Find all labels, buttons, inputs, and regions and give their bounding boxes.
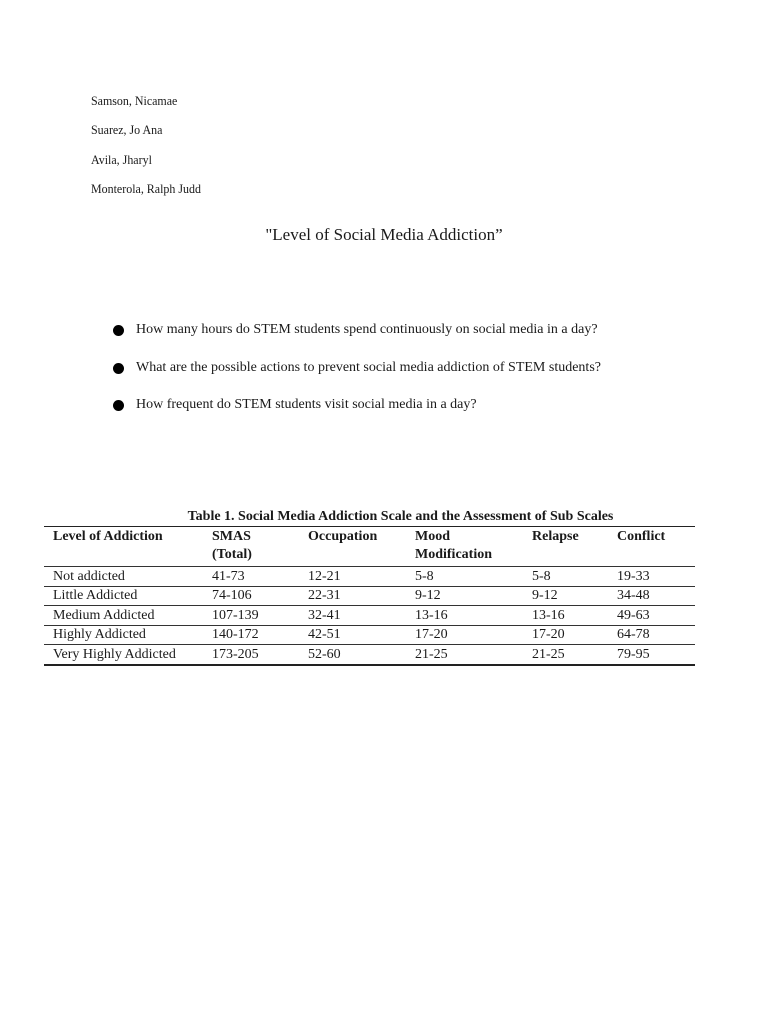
table-cell: 32-41 [308,606,415,626]
table-cell: 140-172 [212,625,308,645]
author-name: Avila, Jharyl [91,152,152,167]
table-cell: 19-33 [617,567,695,587]
question-item [113,396,601,434]
document-title: "Level of Social Media Addiction” [265,225,503,244]
column-header: Mood Modification [415,529,492,562]
question-text: How many hours do STEM students spend continuously on social media in a day? [136,322,598,337]
table-cell: 5-8 [532,567,617,587]
table-cell: 74-106 [212,586,308,606]
author-name: Monterola, Ralph Judd [91,181,201,196]
table-header-row [44,527,695,567]
table-cell: 21-25 [532,645,617,665]
column-header: Occupation [308,529,378,544]
table-cell: 34-48 [617,586,695,606]
bullet-icon [113,363,124,374]
bullet-icon [113,400,124,411]
table-cell: Little Addicted [44,586,212,606]
table-cell: 42-51 [308,625,415,645]
table-cell: 5-8 [415,567,532,587]
table-cell: 173-205 [212,645,308,665]
table-cell: Highly Addicted [44,625,212,645]
table-cell: 107-139 [212,606,308,626]
table-cell: 13-16 [415,606,532,626]
table-cell: 22-31 [308,586,415,606]
table-cell: 17-20 [415,625,532,645]
column-header: SMAS (Total) [212,529,252,562]
author-name: Suarez, Jo Ana [91,122,163,137]
table-cell: 52-60 [308,645,415,665]
addiction-scale-table [44,526,695,666]
table-cell: Not addicted [44,567,212,587]
table-cell: 9-12 [415,586,532,606]
addiction-scale-table-image [44,508,695,666]
table-cell: 17-20 [532,625,617,645]
question-list [113,321,601,434]
question-text: What are the possible actions to prevent social media addiction of STEM students? [136,359,601,375]
column-header: Level of Addiction [53,529,163,544]
table-cell: 79-95 [617,645,695,665]
table-row [44,606,695,626]
column-header: Conflict [617,529,666,544]
table-caption: Table 1. Social Media Addiction Scale and the Assessment of Sub Scales [187,509,614,524]
column-header: Relapse [532,529,579,544]
table-cell: Very Highly Addicted [44,645,212,665]
table-row [44,645,695,665]
table-row [44,567,695,587]
table-cell: 21-25 [415,645,532,665]
table-cell: 12-21 [308,567,415,587]
question-item [113,359,601,397]
table-row [44,625,695,645]
table-cell: 49-63 [617,606,695,626]
table-cell: Medium Addicted [44,606,212,626]
table-row [44,586,695,606]
table-cell: 13-16 [532,606,617,626]
question-text: How frequent do STEM students visit social media in a day? [136,397,477,412]
table-cell: 9-12 [532,586,617,606]
table-cell: 64-78 [617,625,695,645]
question-item [113,321,601,359]
bullet-icon [113,325,124,336]
table-cell: 41-73 [212,567,308,587]
author-name: Samson, Nicamae [91,93,178,108]
